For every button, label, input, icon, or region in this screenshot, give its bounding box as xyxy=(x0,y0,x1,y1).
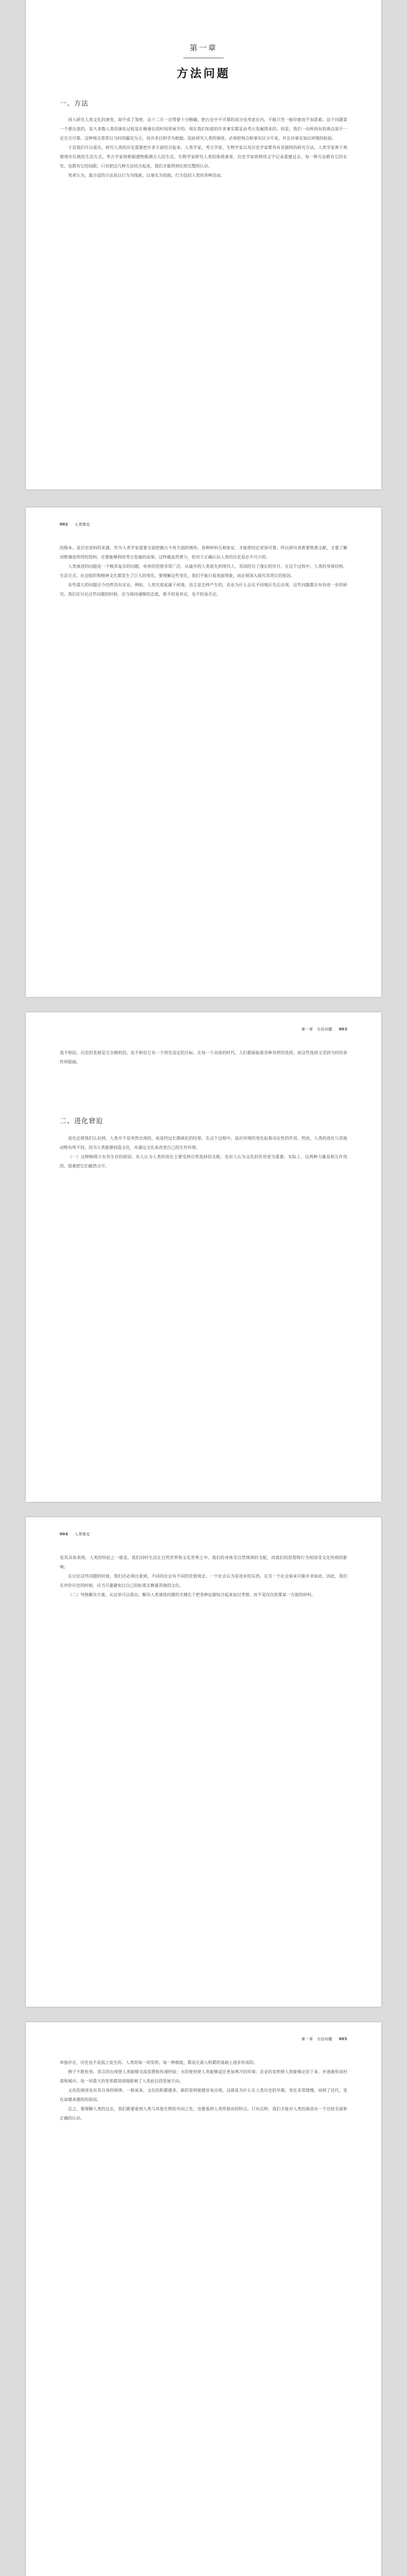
paragraph: 国人研究人类文化的演变，却不成了笼统，这十二月一定得要十分精确，把古史中不可靠的成分也考虑在内，不能只凭一般印象而不加思索。这个问题第一个要注意的，是大多数人类的演化过程是在极漫长的时间里展开的。现在我们知道的许多事实都是由考古发掘得来的。但是，我们一向所持有的观点却不一定完全可靠。这种观点常常以当时的偏见为主，而并非以科学为根据。因此研究人类的演进，必须把观点和事实区分开来，并且对事实加以审慎的检验。 xyxy=(60,117,347,141)
running-head xyxy=(60,1027,347,1032)
book-page xyxy=(26,507,381,997)
page-body xyxy=(60,544,347,599)
paragraph: 于是我们可以看出，研究人类的历史需要把许多方面结合起来。人类学家、考古学家、生物学家以及历史学家都各有其独特的研究方法。人类学家善于观察现存民族的生活方式，考古学家则根据遗物推测古人的生活，生物学家研究人类的体质演变，历史学家则利用文字记录重建过去。每一种方法都有它的长处，也都有它的局限。只有把这几种方法结合起来，我们才能得到比较完整的认识。 xyxy=(60,145,347,168)
paragraph: 人类演进的问题是一个极其复杂的问题，牵涉的范围非常广泛。从最早的人类祖先到现代人，其间经历了漫长的岁月。在这个过程中，人类的身体结构、生活方式、社会组织和精神文化都发生了巨大的变化。要理解这些变化，我们不能只看表面现象，而必须深入探究其背后的原因。 xyxy=(60,564,347,578)
running-head-title: 人类简史 xyxy=(74,522,90,527)
running-head-title: 第一章 方法问题 xyxy=(301,2037,333,2041)
section-heading: 二、进化窘迫 xyxy=(60,1117,104,1125)
paragraph: 是其具体表现。人类的特征之一就是，我们同时生活在自然世界和文化世界之中。我们的身体受自然规律的支配，而我们的思想和行为则深受文化传统的影响。 xyxy=(60,1555,347,1569)
paragraph: 的根本。虽历史资料的来源，作为人类学家需要全面把握古今各方面的情形。各种材料互相参证，才能使结论更加可靠。所以研究者既要熟悉文献，又要了解田野调查所得的资料，还要能够利用考古发掘的成果。这样做虽然费力，但对于正确认识人类的历史是必不可少的。 xyxy=(60,546,347,560)
paragraph: 有些重大的问题至今仍然没有定论。例如，人类究竟起源于何地，语言是怎样产生的，农业为什么会在不同地区先后出现，这些问题都还有待进一步的研究。我们在讨论这些问题的时候，应当保持谨慎的态度，既不轻易肯定，也不轻易否定。 xyxy=(60,583,347,597)
paragraph: 笔者认为，最合适的方法是以行为为线索，以事实为依据，行为包括人类的各种活动。 xyxy=(68,173,225,178)
page-body xyxy=(60,1048,347,1067)
page-number: 005 xyxy=(338,2037,347,2041)
book-page xyxy=(26,1012,381,1502)
paragraph: 总之，要理解人类的过去，我们既要看到人类与其他生物的共同之处，也要看到人类所独有的特点。只有这样，我们才能对人类的演进有一个比较全面和正确的认识。 xyxy=(60,2107,347,2121)
page-body xyxy=(60,1553,347,1600)
paragraph: 在讨论这些问题的时候，我们还必须注意到，不同的社会有不同的价值观念。一个社会认为是进步的东西，在另一个社会看来可能并非如此。因此，我们在评价历史的时候，应当尽量避免以自己的标准去衡量其他的文化。 xyxy=(60,1574,347,1588)
page-body xyxy=(60,1134,347,1171)
running-head xyxy=(60,1532,347,1537)
running-head xyxy=(60,522,347,527)
paragraph: 单独存在，历史也不是孤立发生的。人类的每一项发明、每一种制度，都是在前人积累的基础上逐步形成的。 xyxy=(60,2060,258,2065)
paragraph: （一）这种障碍力有其生存的原因。有人认为人类的进化主要受到自然选择的支配，也有人认为文化的作用更为重要。实际上，这两种力量是相互作用的，很难把它们截然分开。 xyxy=(60,1155,347,1168)
section-heading: 一、方法 xyxy=(60,100,89,108)
page-number: 002 xyxy=(60,522,69,527)
running-head xyxy=(60,2037,347,2042)
paragraph: 例子不胜枚举。语言的出现使人类能够交流思想和传递经验；火的使用使人类能够适应更加寒冷的环境；农业的发明使人类能够定居下来，并逐渐形成村落和城市。每一项重大的变革都深刻地影响了人类此后的发展方向。 xyxy=(60,2070,347,2083)
book-page xyxy=(26,2022,381,2576)
book-page xyxy=(26,1517,381,2007)
book-page xyxy=(26,0,381,489)
page-number: 003 xyxy=(338,1027,347,1031)
paragraph: 进化论使我们认识到，人类并不是突然出现的，而是经过长期演化的结果。在这个过程中，适应环境的变化起着决定性的作用。然而，人类的进化与其他动物有所不同，因为人类能够创造文化，并通过文化来改变自己的生存环境。 xyxy=(60,1136,347,1150)
paragraph: 文化的演进也有其自身的规律。一般说来，文化的积累越多，新的发明就越容易出现。这就是为什么在人类历史的早期，变化非常缓慢，而到了近代，变化却越来越快的原因。 xyxy=(60,2088,347,2102)
page-body xyxy=(60,2058,347,2123)
running-head-title: 第一章 方法问题 xyxy=(301,1027,333,1031)
chapter-title: 方法问题 xyxy=(176,67,230,80)
paragraph: 我不相信，历史的发展是完全随机的，也不相信它有一个预先设定的目标。在每一个具体的时代，人们都面临着各种各样的选择，而这些选择又受到当时的条件所限制。 xyxy=(60,1050,347,1064)
page-number: 004 xyxy=(60,1532,69,1536)
chapter-label: 第一章 xyxy=(189,43,217,53)
page-body xyxy=(60,115,347,180)
paragraph: （二）导致解决方案。从这里可以看出，解决人类演进问题的关键在于把各种证据综合起来加以考察，而不是仅仅依靠某一方面的材料。 xyxy=(68,1592,315,1597)
running-head-title: 人类简史 xyxy=(74,1532,90,1536)
